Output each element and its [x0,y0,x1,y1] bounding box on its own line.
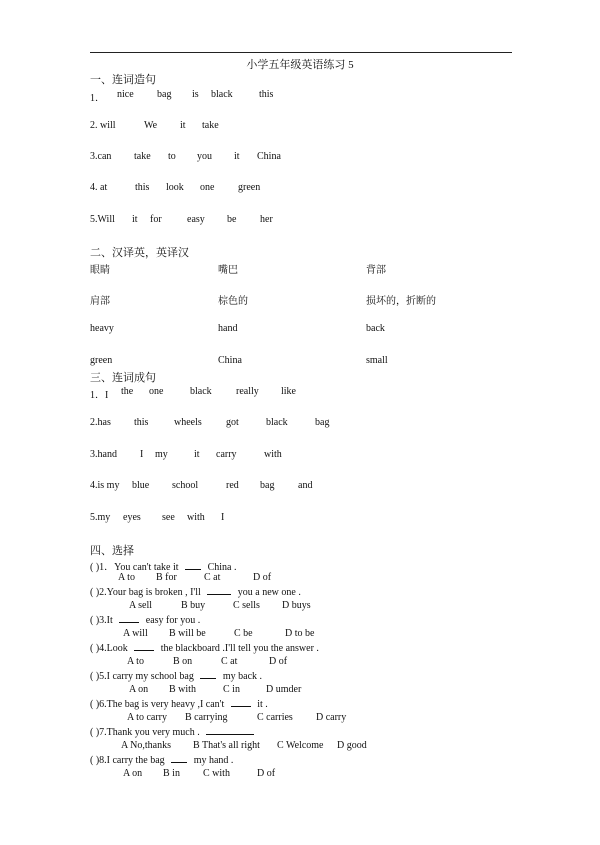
option: A No,thanks [121,740,171,751]
word: China [257,151,281,162]
word: take [202,120,219,131]
word: carry [216,449,237,460]
answer-blank[interactable] [200,670,216,679]
question-5: ( )5.I carry my school bag my back . [90,671,263,682]
vocab-cell: China [218,355,242,366]
question-6: ( )6.The bag is very heavy ,I can't it . [90,699,268,710]
vocab-cell: 眼睛 [90,265,110,276]
word: easy [187,214,205,225]
vocab-cell: 嘴巴 [218,265,238,276]
word: black [211,89,233,100]
option: D carry [316,712,347,723]
word: really [236,386,259,397]
answer-blank[interactable] [171,754,187,763]
word: with [187,512,205,523]
word: bag [315,417,330,428]
word: school [172,480,199,491]
option: C at [204,572,221,583]
word: 4. at [90,182,108,193]
vocab-cell: hand [218,323,238,334]
option: B with [169,684,196,695]
word: wheels [174,417,202,428]
word: this [259,89,274,100]
option: D of [253,572,272,583]
option: B will be [169,628,206,639]
option: A to [127,656,144,667]
option: C carries [257,712,293,723]
option: D of [257,768,276,779]
vocab-cell: small [366,355,388,366]
header-rule [90,52,512,53]
word: the [121,386,134,397]
word: see [162,512,175,523]
option: A to carry [127,712,167,723]
word: to [168,151,176,162]
option: C Welcome [277,740,324,751]
word: like [281,386,296,397]
word: it [180,120,186,131]
answer-blank[interactable] [231,698,251,707]
section-1-heading: 一、连词造句 [90,74,156,86]
option: B buy [181,600,206,611]
vocab-cell: heavy [90,323,114,334]
option: A on [129,684,149,695]
word: one [200,182,215,193]
word: is [192,89,199,100]
word: this [135,182,150,193]
word: it [234,151,240,162]
option: B for [156,572,177,583]
word: this [134,417,149,428]
answer-blank[interactable] [134,642,154,651]
option: D buys [282,600,311,611]
option: A to [118,572,135,583]
question-3: ( )3.It easy for you . [90,615,201,626]
answer-blank[interactable] [119,614,139,623]
word: nice [117,89,134,100]
option: D of [269,656,288,667]
answer-blank[interactable] [207,586,231,595]
word: red [226,480,239,491]
option: A will [123,628,148,639]
question-7: ( )7.Thank you very much . [90,726,258,738]
word: 3.can [90,151,112,162]
word: with [264,449,282,460]
word: 2. will [90,120,116,131]
option: B in [163,768,180,779]
option: D good [337,740,367,751]
word: you [197,151,212,162]
word: black [190,386,212,397]
option: D to be [285,628,315,639]
option: C be [234,628,253,639]
word: bag [260,480,275,491]
vocab-cell: back [366,323,385,334]
option: C sells [233,600,260,611]
word: bag [157,89,172,100]
word: it [194,449,200,460]
option: C in [223,684,240,695]
section-2-heading: 二、汉译英，英译汉 [90,247,189,259]
word: blue [132,480,150,491]
answer-blank[interactable] [185,561,201,570]
word: be [227,214,237,225]
word: my [155,449,168,460]
question-2: ( )2.Your bag is broken , I'll you a new one . [90,587,301,598]
vocab-cell: 损坏的，折断的 [366,296,436,307]
option: B That's all right [193,740,260,751]
word: look [166,182,184,193]
option: D umder [266,684,302,695]
word: 1． [90,93,105,104]
word: take [134,151,151,162]
option: B carrying [185,712,228,723]
option: A on [123,768,143,779]
vocab-cell: 棕色的 [218,296,248,307]
question-1: ( )1．You can't take it China . [90,562,237,573]
word: 5.my [90,512,111,523]
word: for [150,214,162,225]
page-title: 小学五年级英语练习 5 [246,59,354,71]
word: We [144,120,158,131]
word: green [238,182,261,193]
word: it [132,214,138,225]
option: B on [173,656,193,667]
section-3-heading: 三、连词成句 [90,372,156,384]
option: C at [221,656,238,667]
question-4: ( )4.Look the blackboard .I'll tell you the answer . [90,643,319,654]
word: 2.has [90,417,111,428]
word: got [226,417,239,428]
section-4-heading: 四、选择 [90,545,134,557]
word: black [266,417,288,428]
word: 5.Will [90,214,115,225]
word: 1．I [90,390,109,401]
answer-blank[interactable] [206,726,254,735]
word: I [221,512,225,523]
vocab-cell: 肩部 [90,296,110,307]
word: one [149,386,164,397]
option: A sell [129,600,153,611]
word: her [260,214,273,225]
word: eyes [123,512,141,523]
vocab-cell: 背部 [366,265,386,276]
word: 3.hand [90,449,117,460]
word: and [298,480,313,491]
option: C with [203,768,230,779]
word: I [140,449,144,460]
question-8: ( )8.I carry the bag my hand . [90,755,234,766]
word: 4.is my [90,480,120,491]
vocab-cell: green [90,355,113,366]
